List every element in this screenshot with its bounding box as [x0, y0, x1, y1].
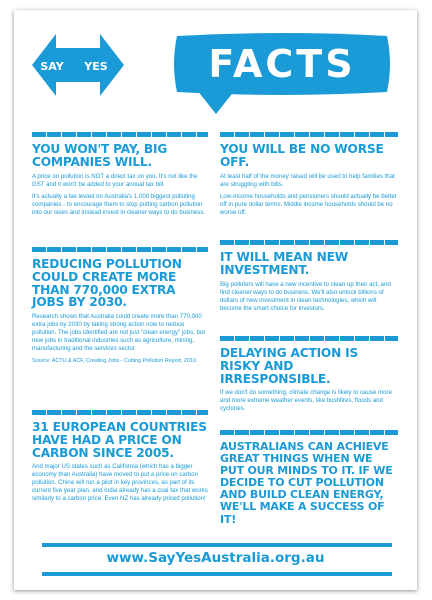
- fact-card-delaying: [220, 336, 398, 417]
- fact-paragraph: At least half of the money raised will be used to help families that are struggling with bills.: [220, 172, 395, 188]
- fact-source: Source: ACTU & ACF, Creating Jobs - Cutting Pollution Report, 2010.: [32, 358, 198, 365]
- fact-paragraph: If we don't do something, climate change is likely to cause more and more extreme weather events, like bushfires, floods and cyclones.: [220, 389, 392, 413]
- fact-heading: 31 EUROPEAN COUNTRIES HAVE HAD A PRICE ON CARBON SINCE 2005.: [32, 420, 207, 460]
- divider-stripe: [32, 132, 208, 137]
- down-arrow-icon: [197, 90, 235, 114]
- fact-heading: YOU WILL BE NO WORSE OFF.: [220, 142, 384, 169]
- fact-heading: REDUCING POLLUTION COULD CREATE MORE THAN 770,000 EXTRA JOBS BY 2030.: [32, 257, 182, 310]
- fact-sheet: [14, 10, 417, 590]
- fact-card-europe: [32, 410, 208, 507]
- divider-stripe: [32, 410, 208, 415]
- say-yes-logo: [32, 26, 124, 104]
- divider-stripe: [32, 247, 208, 252]
- fact-paragraph: Low-income households and pensioners should actually be better off in pure dollar terms. Middle income households should be no worse off.: [220, 192, 397, 216]
- fact-paragraph: And major US states such as California (which has a bigger economy than Australia) have moved to put a price on carbon pollution. China will run a pilot in key provinces, as part of its current five year plan, and India already has a coal tax that works similarly to a carbon price. Even NZ has already priced pollution!: [32, 463, 208, 503]
- fact-card-wont-pay: [32, 132, 208, 221]
- fact-heading: DELAYING ACTION IS RISKY AND IRRESPONSIBLE.: [220, 346, 359, 386]
- footer-stripe-bottom: [42, 572, 392, 576]
- fact-card-no-worse-off: [220, 132, 398, 221]
- fact-paragraph: Research shows that Australia could create more than 770,000 extra jobs by 2030 by taking strong action now to reduce pollution. The jobs identified are not just "clean energy" jobs, but new jobs in traditional industries such as agriculture, mining, manufacturing and the services sector.: [32, 313, 205, 353]
- logo-yes-text: YES: [84, 60, 108, 73]
- divider-stripe: [220, 240, 398, 245]
- divider-stripe: [220, 336, 398, 341]
- page-title: FACTS: [208, 42, 356, 86]
- website-link[interactable]: www.SayYesAustralia.org.au: [106, 550, 325, 566]
- footer-stripe: [42, 543, 392, 547]
- fact-heading: IT WILL MEAN NEW INVESTMENT.: [220, 250, 348, 277]
- fact-heading: AUSTRALIANS CAN ACHIEVE GREAT THINGS WHEN WE PUT OUR MINDS TO IT. IF WE DECIDE TO CUT POLLUTION AND BUILD CLEAN ENERGY, WE'LL MAKE A SUCCESS OF IT!: [220, 440, 393, 526]
- logo-say-text: SAY: [40, 60, 64, 73]
- fact-paragraph: It's actually a tax levied on Australia's 1,000 biggest polluting companies - to encourage them to stop putting carbon pollution into our skies and instead invest in cleaner ways to do business.: [32, 192, 206, 216]
- fact-paragraph: A price on pollution is NOT a direct tax on you. It's not like the GST and it won't be added to your annual tax bill.: [32, 172, 198, 188]
- fact-paragraph: Big polluters will have a new incentive to clean up their act, and find cleaner ways to do business. We'll also unlock billions of dollars of new investment in clean technologies, which will become the smart choice for investors.: [220, 280, 391, 312]
- divider-stripe: [220, 132, 398, 137]
- divider-stripe: [220, 430, 398, 435]
- fact-card-jobs: [32, 247, 208, 369]
- fact-heading: YOU WON'T PAY, BIG COMPANIES WILL.: [32, 142, 168, 169]
- fact-card-achieve: [220, 430, 398, 530]
- fact-card-investment: [220, 240, 398, 317]
